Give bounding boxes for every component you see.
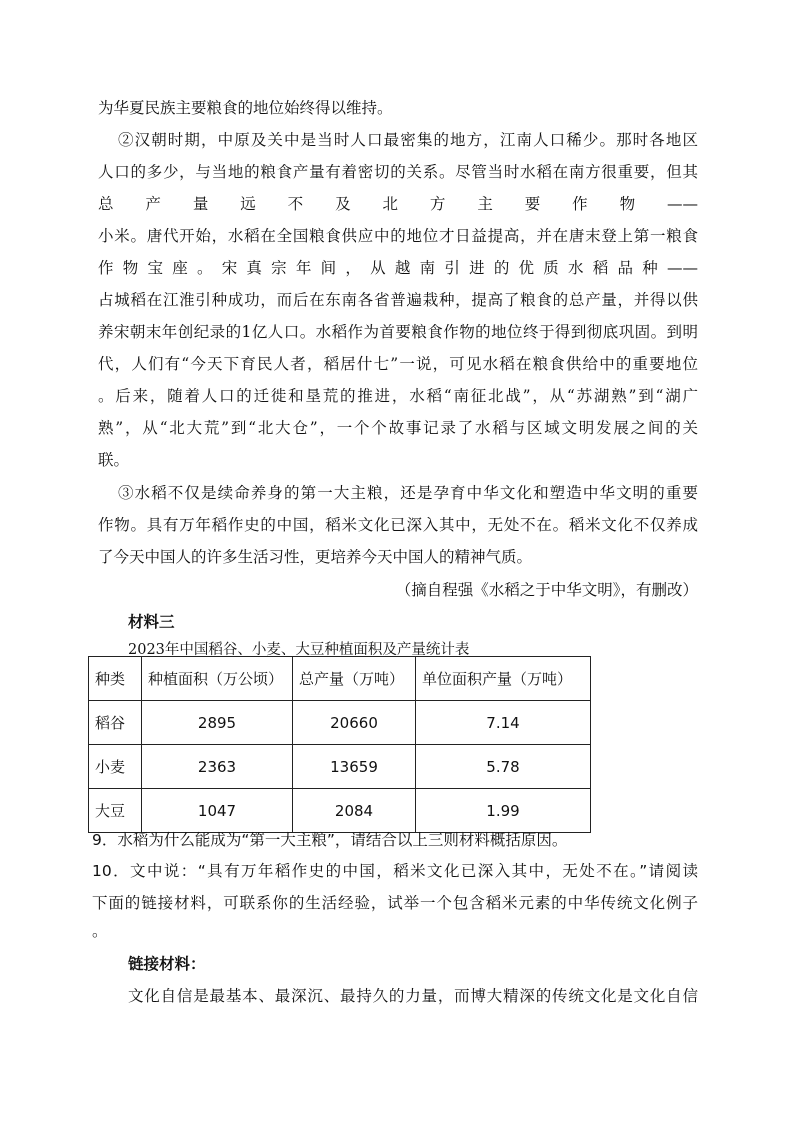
- statistics-table: [88, 656, 591, 833]
- cell-unit-yield: 7.14: [416, 701, 591, 745]
- header-cell-type: 种类: [89, 657, 142, 701]
- header-cell-area: 种植面积（万公顷）: [142, 657, 293, 701]
- question-9: 9．水稻为什么能成为“第一大主粮”，请结合以上三则材料概括原因。: [92, 831, 568, 849]
- material-3-heading: 材料三: [128, 612, 175, 631]
- cell-total: 20660: [293, 701, 416, 745]
- paragraph-2-line-6: 占城稻在江淮引种成功，而后在东南各省普遍栽种，提高了粮食的总产量，并得以供: [98, 291, 698, 309]
- source-citation: （摘自程强《水稻之于中华文明》，有删改）: [395, 581, 698, 599]
- cell-unit-yield: 5.78: [416, 745, 591, 789]
- paragraph-3-line-2: 作物。具有万年稻作史的中国，稻米文化已深入其中，无处不在。稻米文化不仅养成: [98, 516, 698, 534]
- question-10-line-1: 10．文中说：“具有万年稻作史的中国，稻米文化已深入其中，无处不在。”请阅读: [92, 862, 698, 880]
- cell-crop: 大豆: [89, 789, 142, 833]
- table-title: 2023年中国稻谷、小麦、大豆种植面积及产量统计表: [128, 642, 470, 658]
- table-header-row: [89, 657, 591, 701]
- table-row: [89, 701, 591, 745]
- paragraph-2-line-4: 小米。唐代开始，水稻在全国粮食供应中的地位才日益提高，并在唐末登上第一粮食: [98, 227, 698, 245]
- paragraph-2-line-11: 联。: [98, 451, 130, 469]
- paragraph-2-line-9: 。后来，随着人口的迁徙和垦荒的推进，水稻“南征北战”，从“苏湖熟”到“湖广: [98, 387, 698, 405]
- header-cell-unit-yield: 单位面积产量（万吨）: [416, 657, 591, 701]
- paragraph-3-line-1: ③水稻不仅是续命养身的第一大主粮，还是孕育中华文化和塑造中华文明的重要: [118, 484, 698, 502]
- link-material-heading: 链接材料：: [128, 954, 206, 973]
- paragraph-3-line-3: 了今天中国人的许多生活习性，更培养今天中国人的精神气质。: [98, 548, 533, 566]
- cell-unit-yield: 1.99: [416, 789, 591, 833]
- link-material-line-1: 文化自信是最基本、最深沉、最持久的力量，而博大精深的传统文化是文化自信: [128, 987, 698, 1005]
- paragraph-2-line-8: 代，人们有“今天下育民人者，稻居什七”一说，可见水稻在粮食供给中的重要地位: [98, 355, 698, 373]
- cell-crop: 稻谷: [89, 701, 142, 745]
- paragraph-2-line-2: 人口的多少，与当地的粮食产量有着密切的关系。尽管当时水稻在南方很重要，但其: [98, 163, 698, 181]
- cell-total: 2084: [293, 789, 416, 833]
- cell-crop: 小麦: [89, 745, 142, 789]
- cell-area: 2895: [142, 701, 293, 745]
- paragraph-2-line-3: 总产量远不及北方主要作物——: [98, 195, 698, 213]
- paragraph-2-line-7: 养宋朝末年创纪录的1亿人口。水稻作为首要粮食作物的地位终于得到彻底巩固。到明: [98, 323, 698, 341]
- question-10-line-2: 下面的链接材料，可联系你的生活经验，试举一个包含稻米元素的中华传统文化例子: [92, 894, 698, 912]
- table-row: [89, 745, 591, 789]
- paragraph-2-line-5: 作物宝座。宋真宗年间，从越南引进的优质水稻品种——: [98, 259, 698, 277]
- header-cell-total: 总产量（万吨）: [293, 657, 416, 701]
- paragraph-2-line-1: ②汉朝时期，中原及关中是当时人口最密集的地方，江南人口稀少。那时各地区: [118, 131, 698, 149]
- question-10-line-3: 。: [92, 922, 108, 940]
- cell-total: 13659: [293, 745, 416, 789]
- cell-area: 1047: [142, 789, 293, 833]
- cell-area: 2363: [142, 745, 293, 789]
- table-row: [89, 789, 591, 833]
- paragraph-2-line-10: 熟”，从“北大荒”到“北大仓”，一个个故事记录了水稻与区域文明发展之间的关: [98, 419, 698, 437]
- paragraph-1-line-1: 为华夏民族主要粮食的地位始终得以维持。: [98, 99, 393, 117]
